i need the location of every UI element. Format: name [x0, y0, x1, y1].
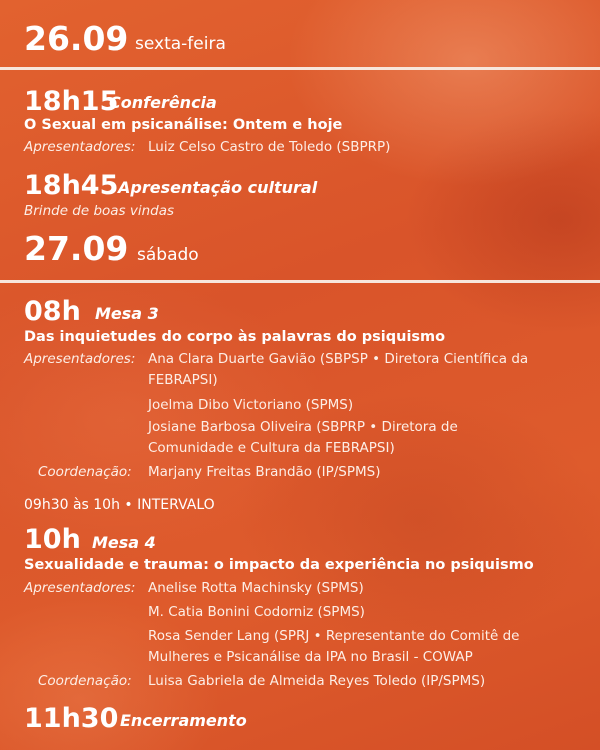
s4-presenter-line: Mulheres e Psicanálise da IPA no Brasil - COWAP: [148, 649, 473, 665]
s2-subtitle: Brinde de boas vindas: [24, 203, 175, 219]
s3-presenter-line: Ana Clara Duarte Gavião (SBPSP • Diretora Científica da: [148, 351, 529, 367]
s4-label: Mesa 4: [92, 533, 156, 552]
s4-coord: Luisa Gabriela de Almeida Reyes Toledo (IP/SPMS): [148, 673, 486, 689]
s2-label: Apresentação cultural: [118, 178, 318, 197]
s3-presenter-line: Joelma Dibo Victoriano (SPMS): [148, 397, 354, 413]
s3-coord: Marjany Freitas Brandão (IP/SPMS): [148, 464, 381, 480]
day1-weekday: sexta-feira: [135, 34, 226, 54]
s4-presenter-line: Anelise Rotta Machinsky (SPMS): [148, 580, 364, 596]
s4-title: Sexualidade e trauma: o impacto da experiência no psiquismo: [24, 557, 534, 573]
s4-presenter-line: Rosa Sender Lang (SPRJ • Representante do Comitê de: [148, 628, 520, 644]
s3-title: Das inquietudes do corpo às palavras do psiquismo: [24, 329, 446, 345]
s4-presenters-label: Apresentadores:: [24, 580, 136, 596]
s4-presenter-line: M. Catia Bonini Codorniz (SPMS): [148, 604, 365, 620]
s3-presenter-line: Comunidade e Cultura da FEBRAPSI): [148, 440, 395, 456]
s3-coord-label: Coordenação:: [38, 464, 132, 480]
divider: [0, 280, 600, 283]
s2-time: 18h45: [24, 170, 119, 201]
s1-time: 18h15: [24, 86, 119, 117]
s3-presenters-label: Apresentadores:: [24, 351, 136, 367]
s1-presenters-label: Apresentadores:: [24, 139, 136, 155]
s3-presenter-line: Josiane Barbosa Oliveira (SBPRP • Diretora de: [148, 419, 458, 435]
day2-weekday: sábado: [137, 245, 199, 265]
s5-time: 11h30: [24, 703, 119, 734]
s1-label: Conferência: [109, 93, 217, 112]
s3-presenter-line: FEBRAPSI): [148, 372, 218, 388]
s3-label: Mesa 3: [95, 304, 159, 323]
day1-date: 26.09: [24, 19, 129, 58]
break-text: 09h30 às 10h • INTERVALO: [24, 497, 215, 513]
s4-coord-label: Coordenação:: [38, 673, 132, 689]
day2-date: 27.09: [24, 229, 129, 268]
s5-label: Encerramento: [120, 711, 247, 730]
s1-title: O Sexual em psicanálise: Ontem e hoje: [24, 117, 343, 133]
divider: [0, 67, 600, 70]
s4-time: 10h: [24, 524, 81, 555]
s3-time: 08h: [24, 296, 81, 327]
s1-presenter: Luiz Celso Castro de Toledo (SBPRP): [148, 139, 391, 155]
